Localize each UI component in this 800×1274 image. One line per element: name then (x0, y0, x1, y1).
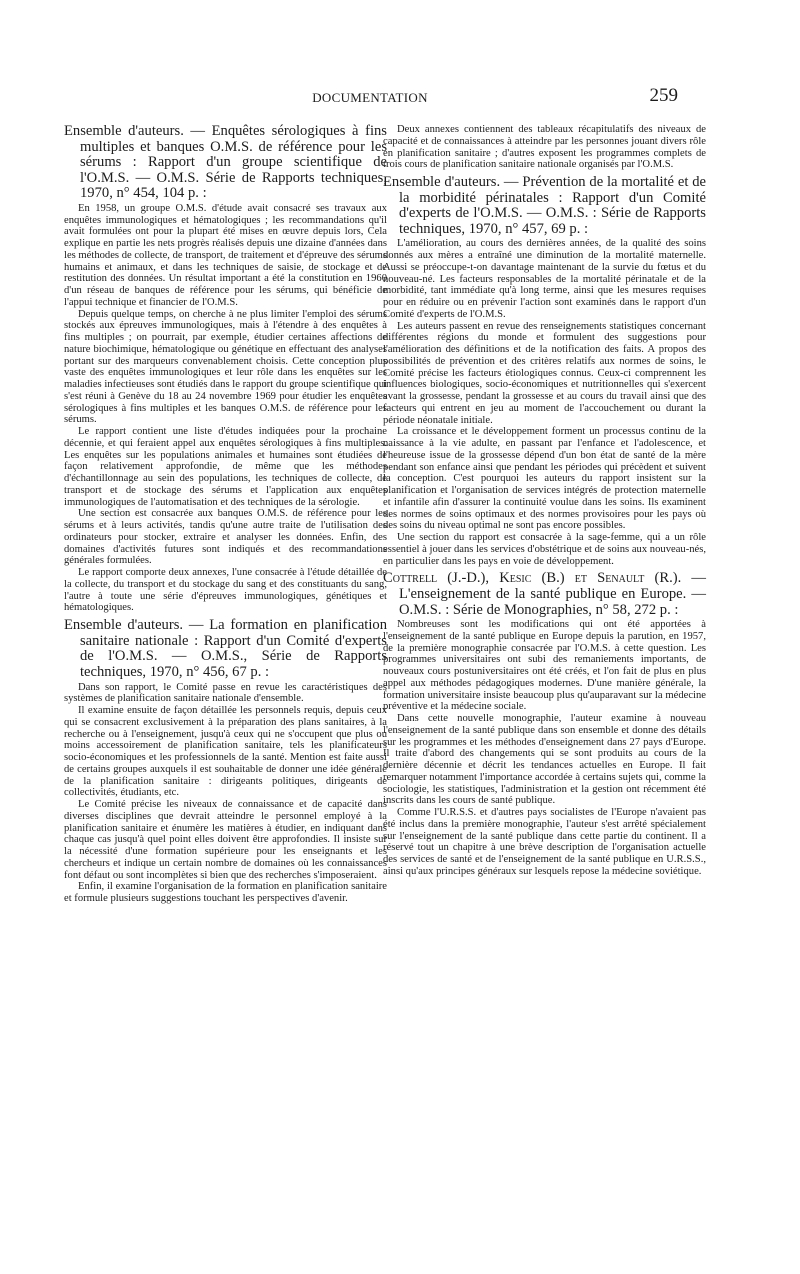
entry-paragraph: Les auteurs passent en revue des renseignements statistiques concernant différentes régions du monde et formulent des suggestions pour l'amélioration des définitions et de la notification des faits. A propos des possibilités de prévention et des critères relatifs aux normes de soins, le Comité précise les facteurs étiologiques connus. Ceux-ci comprennent les influences biologiques, socio-économiques et nutritionnelles qui s'exercent avant la grossesse, pendant la grossesse et au cours du travail ainsi que des facteurs qui entrent en jeu au moment de l'accouchement ou durant la période néonatale initiale. (383, 320, 706, 426)
continued-paragraph: Deux annexes contiennent des tableaux récapitulatifs des niveaux de capacité et de connaissances à atteindre par les personnes jouant divers rôle en planification sanitaire ; d'autres exposent les programmes complets de trois cours de planification sanitaire nationale organisés par l'O.M.S. (383, 124, 706, 171)
entry-paragraph: Dans son rapport, le Comité passe en revue les caractéristiques des systèmes de planification sanitaire nationale d'ensemble. (64, 681, 387, 705)
entry-paragraph: Depuis quelque temps, on cherche à ne plus limiter l'emploi des sérums stockés aux épreuves immunologiques, mais à l'étendre à des enquêtes à fins multiples ; on pourrait, par exemple, étudier certaines affections de nature biochimique, hématologique ou génétique en effectuant des analyses portant sur des marqueurs convenablement choisis. Cette conception plus vaste des enquêtes immunologiques et leur rôle dans les enquêtes sur les maladies infectieuses sont étudiés dans le rapport du groupe scientifique qui s'est réuni à Genève du 18 au 24 novembre 1969 pour étudier les enquêtes sérologiques à fins multiples et les banques O.M.S. de référence pour les sérums. (64, 308, 387, 426)
page-number: 259 (649, 85, 678, 106)
entry-heading (383, 571, 706, 618)
entry-paragraph: La croissance et le développement forment un processus continu de la naissance à la vie adulte, en passant par l'enfance et l'adolescence, et l'heureuse issue de la grossesse dépend d'un bon état de santé de la mère pendant son enfance ainsi que pendant les périodes qui précèdent et suivent la conception. C'est pourquoi les auteurs du rapport insistent sur la planification et l'organisation de services intégrés de protection maternelle et infantile afin d'assurer la continuité voulue dans les soins. Ils examinent des normes de soins optimaux et des normes provisoires pour les pays où des soins du niveau optimal ne sont pas encore possibles. (383, 426, 706, 532)
entry-title: — L'enseignement de la santé publique en Europe. — O.M.S. : Série de Monographies, n° 58, 272 p. : (399, 570, 706, 618)
entry-paragraph: Enfin, il examine l'organisation de la formation en planification sanitaire et formule plusieurs suggestions touchant les perspectives d'avenir. (64, 881, 387, 905)
entry-heading: Ensemble d'auteurs. — Prévention de la mortalité et de la morbidité périnatales : Rapport d'un Comité d'experts de l'O.M.S. — O.M.S. : Série de Rapports techniques, 1970, n° 457, 69 p. : (383, 174, 706, 237)
entry-paragraph: En 1958, un groupe O.M.S. d'étude avait consacré ses travaux aux enquêtes immunologiques et hématologiques ; les recommandations qu'il avait formulées ont pour la plupart été mises en œuvre depuis lors, Cela explique en partie les nets progrès réalisés depuis une dizaine d'années dans les méthodes de collecte, de transport, de traitement et d'épreuve des sérums humains et animaux, et dans les techniques de saisie, de stockage et de restitution des données. Un résultat important a été la constitution en 1960 d'un réseau de banques de référence pour les sérums, qui bénéficie de l'appui technique et financier de l'O.M.S. (64, 202, 387, 308)
entry-paragraph: Il examine ensuite de façon détaillée les personnels requis, depuis ceux qui se consacrent exclusivement à la préparation des plans sanitaires, à la recherche ou à l'enseignement, jusqu'à ceux qui ne s'occupent que plus ou moins accessoirement de planification sanitaire, tels les planificateurs socio-économiques et les professionnels de la santé. Mention est faite aussi de certains groupes auxquels il est souhaitable de donner une idée générale de la planification sanitaire : dirigeants politiques, dirigeants de collectivités, étudiants, etc. (64, 705, 387, 799)
entry-paragraph: Le rapport contient une liste d'études indiquées pour la prochaine décennie, et qui feraient appel aux enquêtes sérologiques à fins multiples. Les enquêtes sur les populations animales et humaines sont étudiées de façon relativement approfondie, de même que les méthodes d'échantillonnage au sein des populations, les techniques de collecte, de transport et de stockage des sérums et l'application aux enquêtes immunologiques de l'automatisation et des techniques de la sérologie. (64, 426, 387, 508)
entry-paragraph: Une section du rapport est consacrée à la sage-femme, qui a un rôle essentiel à jouer dans les services d'obstétrique et de soins aux nouveau-nés, en particulier dans les pays en voie de développement. (383, 532, 706, 567)
entry-paragraph: Le rapport comporte deux annexes, l'une consacrée à l'étude détaillée de la collecte, du transport et du stockage du sang et des constituants du sang, l'autre à toute une série d'épreuves immunologiques, génétiques et hématologiques. (64, 567, 387, 614)
review-entry-health-planning (64, 618, 387, 905)
entry-heading: Ensemble d'auteurs. — Enquêtes sérologiques à fins multiples et banques O.M.S. de référence pour les sérums : Rapport d'un groupe scientifique de l'O.M.S. — O.M.S. Série de Rapports techniques, 1970, n° 454, 104 p. : (64, 123, 387, 202)
entry-paragraph: Nombreuses sont les modifications qui ont été apportées à l'enseignement de la santé publique en Europe depuis la parution, en 1957, de la première monographie consacrée par l'O.M.S. à cette question. Les programmes universitaires ont subi des remaniements importants, de nouveaux cours postuniversitaires ont été créés, et l'on fait de plus en plus appel aux méthodes pédagogiques modernes. D'une manière générale, la formation universitaire insiste beaucoup plus qu'auparavant sur la médecine préventive et la médecine sociale. (383, 619, 706, 713)
section-title: DOCUMENTATION (312, 90, 428, 105)
right-column (383, 124, 706, 878)
review-entry-serological-surveys (64, 124, 387, 614)
left-column (64, 124, 387, 905)
entry-paragraph: Une section est consacrée aux banques O.M.S. de référence pour les sérums et à leurs activités, tandis qu'une autre traite de l'utilisation des ordinateurs pour stocker, extraire et analyser les données. Enfin, des domaines d'activités futures sont indiqués et des recommandations générales formulées. (64, 508, 387, 567)
running-head (0, 85, 800, 112)
entry-paragraph: L'amélioration, au cours des dernières années, de la qualité des soins donnés aux mères a entraîné une diminution de la mortalité maternelle. Aussi se préoccupe-t-on davantage maintenant de la survie du fœtus et du nouveau-né. Les facteurs responsables de la mortalité périnatale et de la morbidité, tant immédiate qu'à long terme, ainsi que les mesures requises pour en réduire ou en prévenir l'action sont examinés dans le rapport d'un Comité d'experts de l'O.M.S. (383, 238, 706, 320)
entry-paragraph: Dans cette nouvelle monographie, l'auteur examine à nouveau l'enseignement de la santé publique dans son ensemble et donne des détails sur les programmes et les méthodes d'enseignement dans 27 pays d'Europe. Il traite d'abord des changements qui se sont produits au cours de la dernière décennie et décrit les tendances actuelles en Europe. Il fait remarquer notamment l'importance accordée à certains sujets qui, comme la sociologie, les statistiques, l'administration et la gestion ont récemment été inscrits dans les cours de santé publique. (383, 713, 706, 807)
entry-heading: Ensemble d'auteurs. — La formation en planification sanitaire nationale : Rapport d'un Comité d'experts de l'O.M.S. — O.M.S., Série de Rapports techniques, 1970, n° 456, 67 p. : (64, 617, 387, 680)
entry-paragraph: Le Comité précise les niveaux de connaissance et de capacité dans diverses disciplines que devrait atteindre le personnel employé à la planification sanitaire et énumère les matières à étudier, en indiquant dans chaque cas jusqu'à quel point elles doivent être approfondies. Il insiste sur la nécessité d'une formation supérieure pour les enseignants et les chercheurs et indique un certain nombre de domaines où les connaissances font défaut ou sont incomplètes si bien que des recherches s'imposeraient. (64, 799, 387, 881)
entry-authors: Cottrell (J.-D.), Kesic (B.) et Senault (R.). (383, 570, 682, 587)
entry-paragraph: Comme l'U.R.S.S. et d'autres pays socialistes de l'Europe n'avaient pas été inclus dans la première monographie, l'auteur s'est arrêté spécialement sur l'enseignement de la santé publique dans cette partie du continent. Il a réservé tout un chapitre à une brève description de l'organisation actuelle des services de santé et de l'enseignement de la santé publique en U.R.S.S., ainsi qu'aux principes généraux sur lesquels repose la médecine soviétique. (383, 807, 706, 877)
review-entry-perinatal-mortality (383, 175, 706, 567)
review-entry-public-health-teaching (383, 571, 706, 877)
